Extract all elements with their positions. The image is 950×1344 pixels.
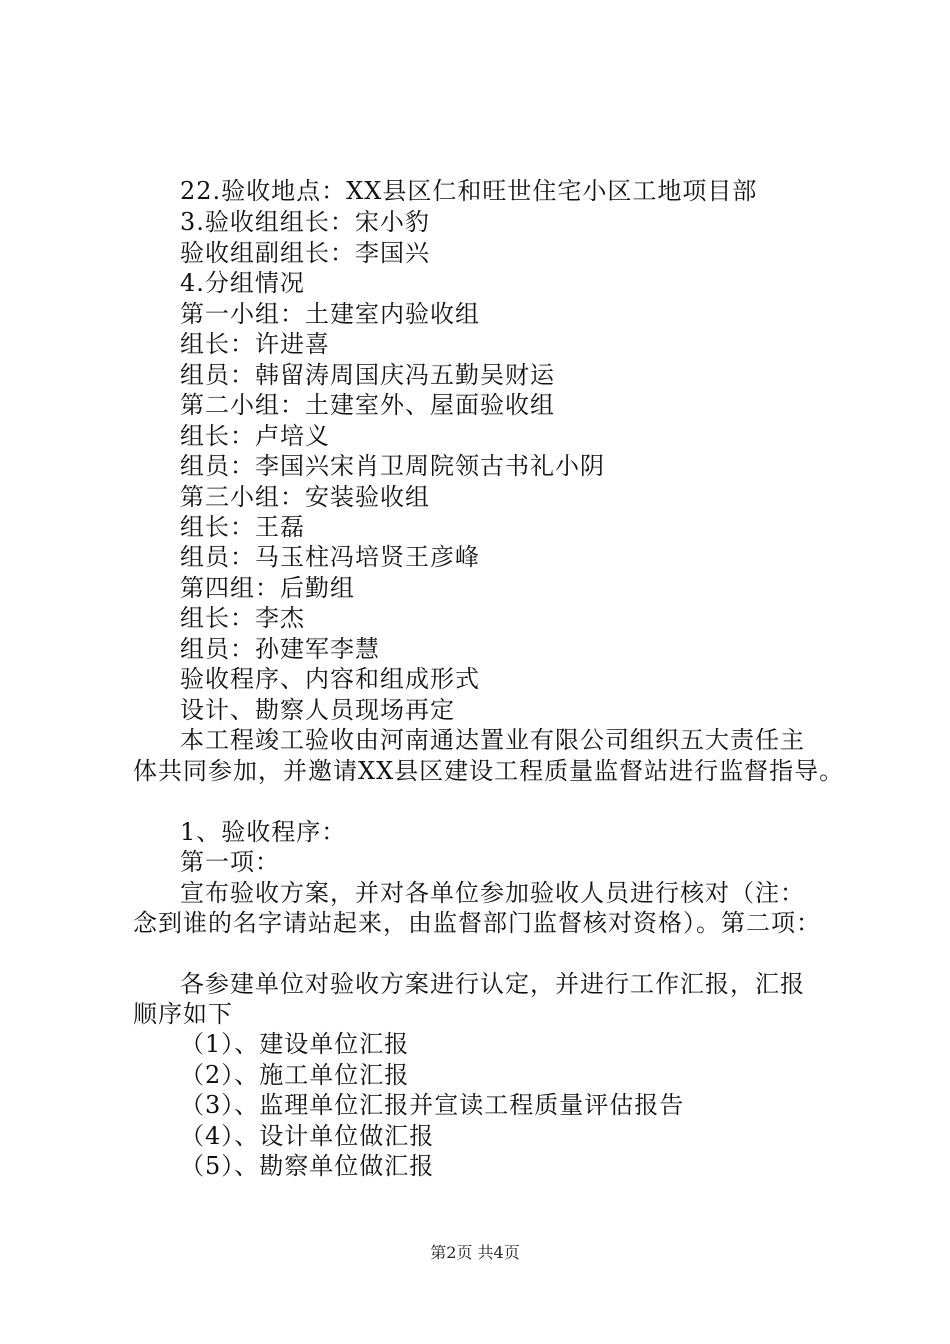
text-line: 4.分组情况 — [180, 269, 305, 297]
text-line: 第一项： — [180, 848, 280, 876]
text-line: 3.验收组组长：宋小豹 — [180, 208, 430, 236]
text-line: 组员：孙建军李慧 — [180, 635, 380, 663]
text-line: 体共同参加，并邀请XX县区建设工程质量监督站进行监督指导。 — [133, 757, 845, 785]
text-line: 各参建单位对验收方案进行认定，并进行工作汇报，汇报 — [180, 970, 805, 998]
text-line: 第四组：后勤组 — [180, 574, 355, 602]
text-line: 1、验收程序： — [180, 818, 347, 846]
text-line: 设计、勘察人员现场再定 — [180, 696, 455, 724]
text-line: （4）、设计单位做汇报 — [180, 1122, 435, 1150]
text-line: （2）、施工单位汇报 — [180, 1061, 410, 1089]
text-line: 宣布验收方案，并对各单位参加验收人员进行核对（注： — [180, 879, 805, 907]
page-footer: 第2页 共4页 — [430, 1243, 520, 1262]
text-line: 验收组副组长：李国兴 — [180, 239, 430, 267]
text-line: 22.验收地点：XX县区仁和旺世住宅小区工地项目部 — [180, 177, 758, 205]
text-line: 第二小组：土建室外、屋面验收组 — [180, 391, 555, 419]
text-line: 顺序如下 — [133, 1000, 233, 1028]
text-line: （3）、监理单位汇报并宣读工程质量评估报告 — [180, 1091, 685, 1119]
text-line: 第一小组：土建室内验收组 — [180, 300, 480, 328]
text-line: 组长：李杰 — [180, 604, 305, 632]
text-line: 念到谁的名字请站起来，由监督部门监督核对资格）。第二项： — [133, 909, 821, 937]
text-line: 第三小组：安装验收组 — [180, 483, 430, 511]
text-line: 验收程序、内容和组成形式 — [180, 665, 480, 693]
text-line: （1）、建设单位汇报 — [180, 1030, 410, 1058]
text-line: 组长：卢培义 — [180, 422, 330, 450]
text-line: 组长：王磊 — [180, 513, 305, 541]
text-line: 本工程竣工验收由河南通达置业有限公司组织五大责任主 — [180, 726, 805, 754]
text-line: 组员：李国兴宋肖卫周院领古书礼小阴 — [180, 452, 605, 480]
text-line: 组长：许进喜 — [180, 330, 330, 358]
text-line: 组员：马玉柱冯培贤王彦峰 — [180, 543, 480, 571]
text-line: （5）、勘察单位做汇报 — [180, 1152, 435, 1180]
text-line: 组员：韩留涛周国庆冯五勤吴财运 — [180, 361, 555, 389]
